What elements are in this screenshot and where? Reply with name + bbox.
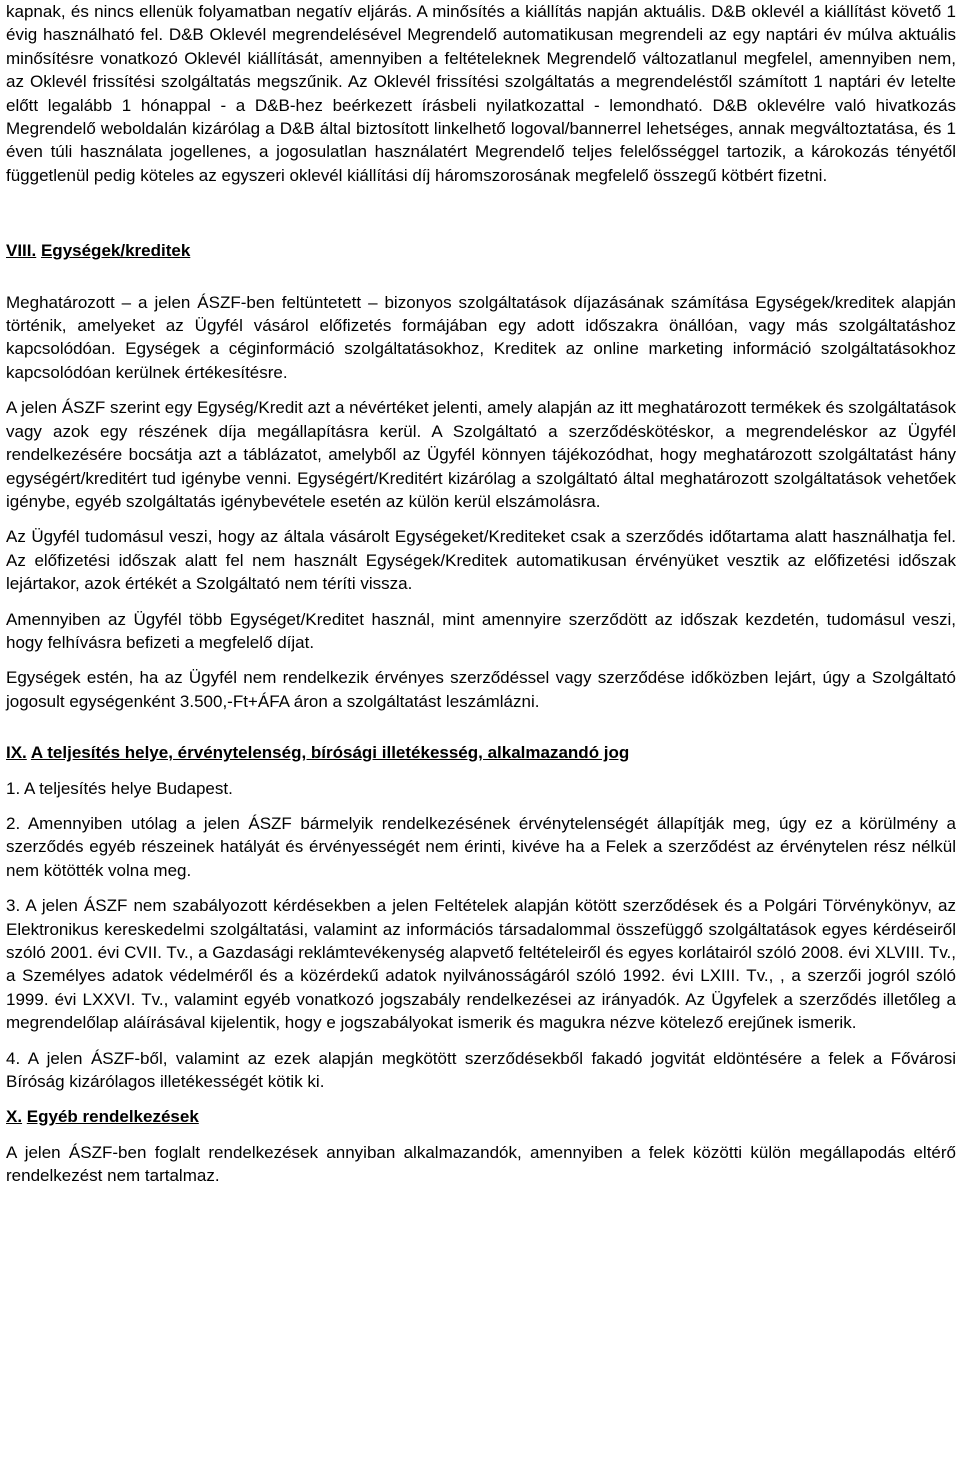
section-x-paragraph-1: A jelen ÁSZF-ben foglalt rendelkezések annyiban alkalmazandók, amennyiben a felek közötti külön megállapodás eltérő rendelkezést nem tartalmaz. [6,1142,956,1186]
section-ix-paragraph-1: 1. A teljesítés helye Budapest. [6,778,233,798]
section-viii-paragraph-4: Amennyiben az Ügyfél több Egységet/Kreditet használ, mint amennyire szerződött az időszak kezdetén, tudomásul veszi, hogy felhívásra befizeti a megfelelő díjat. [6,609,956,652]
section-viii-paragraph-2: A jelen ÁSZF szerint egy Egység/Kredit azt a névértéket jelenti, amely alapján az itt meghatározott termékek és szolgáltatások vagy azok egy részének díja megállapításra kerül. A Szolgáltató a szerződéskötéskor, a megrendeléskor az Ügyfél rendelkezésére bocsátja azt a táblázatot, amelyből az Ügyfél könnyen tájékozódhat, hogy meghatározott szolgáltatást hány egységért/kreditért tud igénybe venni. Egységért/Kreditért kizárólag a szolgáltató által meghatározott szolgáltatások vehetőek igénybe, egyéb szolgáltatás igénybevétele esetén az külön kerül elszámolásra. [6,398,956,511]
section-viii-title: Egységek/kreditek [40,241,191,261]
section-viii-heading [6,239,956,262]
section-ix-paragraph-2: 2. Amennyiben utólag a jelen ÁSZF bármelyik rendelkezésének érvénytelenségét állapítják meg, úgy ez a körülmény a szerződés egyéb részeinek hatályát és érvényességét nem érinti, kivéve ha a Felek a szerződést az érvénytelen rész nélkül nem kötötték volna meg. [6,813,956,880]
section-ix-title: A teljesítés helye, érvénytelenség, bírósági illetékesség, alkalmazandó jog [30,743,630,763]
section-ix-paragraph-4: 4. A jelen ÁSZF-ből, valamint az ezek alapján megkötött szerződésekből fakadó jogvitát eldöntésére a felek a Fővárosi Bíróság kizárólagos illetékességét kötik ki. [6,1048,956,1092]
section-ix-paragraph-3: 3. A jelen ÁSZF nem szabályozott kérdésekben a jelen Feltételek alapján kötött szerződések és a Polgári Törvénykönyv, az Elektronikus kereskedelmi szolgáltatási, valamint az információs társadalommal összefüggő szolgáltatások egyes kérdéseiről szóló 2001. évi CVII. Tv., a Gazdasági reklámtevékenység alapvető feltételeiről és egyes korlátairól szóló 2008. évi XLVIII. Tv., a Személyes adatok védelméről és a közérdekű adatok nyilvánosságáról szóló 1992. évi LXIII. Tv., , a szerzői jogról szóló 1999. évi LXXVI. Tv., valamint egyéb vonatkozó jogszabály rendelkezései az irányadók. Az Ügyfelek a szerződés illetőleg a megrendelőlap aláírásával kijelentik, hogy e jogszabályokat ismerik és magukra nézve kötelező erejűnek ismerik. [6,896,956,1033]
section-x-number: X. [6,1107,23,1127]
section-viii-number: VIII. [6,241,37,261]
section-ix-heading [6,741,956,764]
document-page [6,0,956,1188]
section-viii-paragraph-3: Az Ügyfél tudomásul veszi, hogy az általa vásárolt Egységeket/Krediteket csak a szerződés időtartama alatt használhatja fel. Az előfizetési időszak alatt fel nem használt Egységek/Kreditek automatikusan érvényüket vesztik az előfizetési időszak lejártakor, azok értékét a Szolgáltató nem téríti vissza. [6,527,956,594]
section-viii-paragraph-5: Egységek estén, ha az Ügyfél nem rendelkezik érvényes szerződéssel vagy szerződése időközben lejárt, úgy a Szolgáltató jogosult egységenként 3.500,-Ft+ÁFA áron a szolgáltatást leszámlázni. [6,668,956,711]
section-ix-number: IX. [6,743,27,763]
section-x-heading [6,1105,956,1128]
section-viii-paragraph-1: Meghatározott – a jelen ÁSZF-ben feltüntetett – bizonyos szolgáltatások díjazásának számítása Egységek/kreditek alapján történik, amelyeket az Ügyfél vásárol előfizetés formájában egy adott időszakra önállóan, vagy más szolgáltatáshoz kapcsolódóan. Egységek a céginformáció szolgáltatásokhoz, Kreditek az online marketing információ szolgáltatásokhoz kapcsolódóan kerülnek értékesítésre. [6,292,956,382]
section-x-title: Egyéb rendelkezések [26,1107,199,1127]
intro-paragraph: kapnak, és nincs ellenük folyamatban negatív eljárás. A minősítés a kiállítás napján aktuális. D&B oklevél a kiállítást követő 1 évig használható fel. D&B Oklevél megrendelésével Megrendelő automatikusan megrendeli az egy naptári év múlva aktuális minősítésre vonatkozó Oklevél kiállítását, amennyiben a feltételeknek Megrendelő változatlanul megfelel, amennyiben nem, az Oklevél frissítési szolgáltatás megszűnik. Az Oklevél frissítési szolgáltatás a megrendeléstől számított 1 naptári év letelte előtt legalább 1 hónappal - a D&B-hez beérkezett írásbeli nyilatkozattal - lemondható. D&B oklevélre való hivatkozás Megrendelő weboldalán kizárólag a D&B által biztosított linkelhető logoval/bannerrel lehetséges, annak megváltoztatása, és 1 éven túli használata jogellenes, a jogosulatlan használatért Megrendelő teljes felelősséggel tartozik, a károkozás tényétől függetlenül pedig köteles az egyszeri oklevél kiállítási díj háromszorosának megfelelő összegű kötbért fizetni. [6,2,956,185]
